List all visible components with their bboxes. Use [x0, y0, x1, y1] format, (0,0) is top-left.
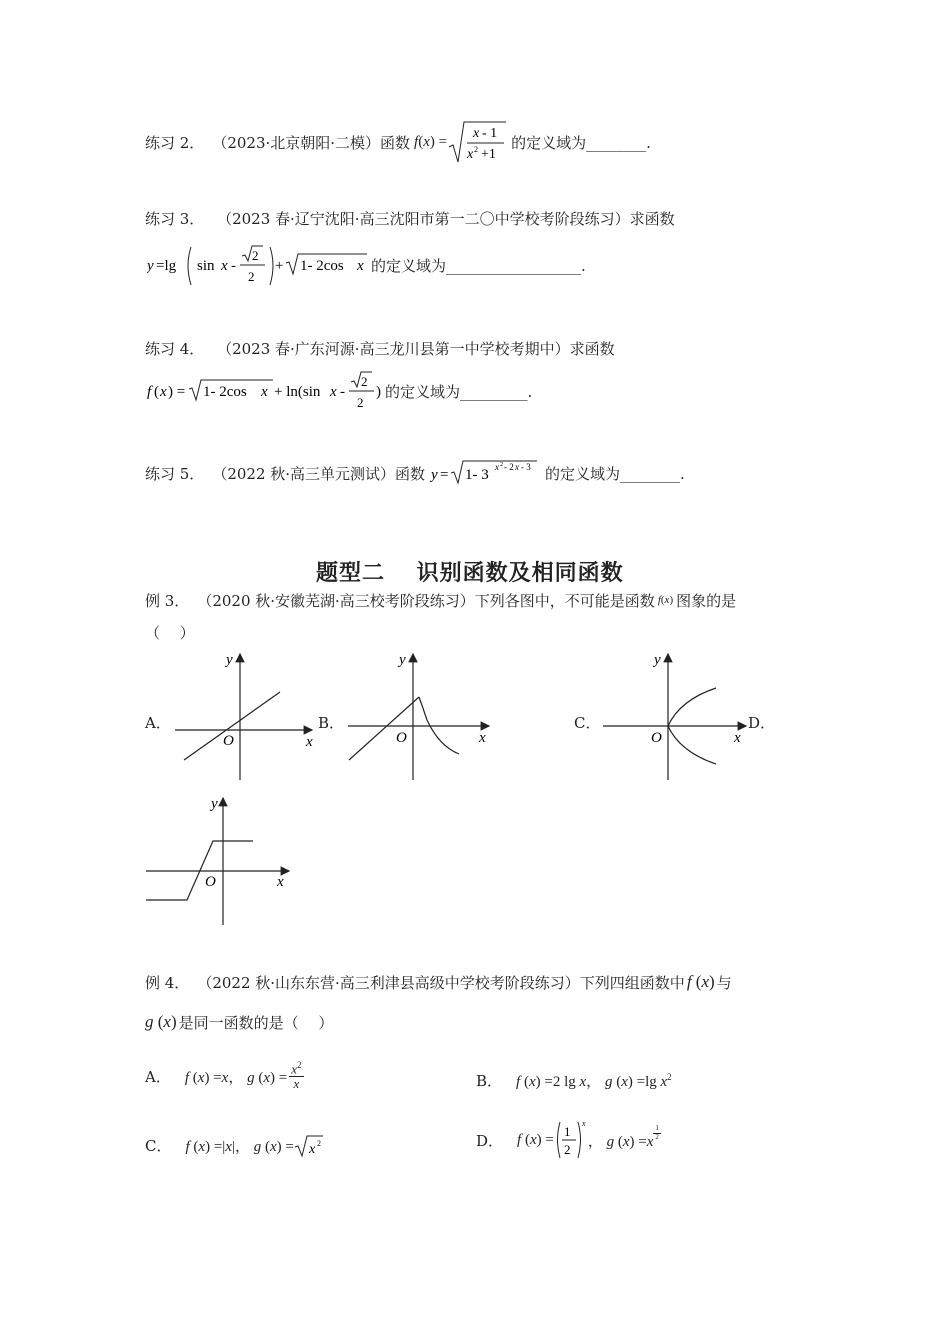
exercise-source: （2022 秋·高三单元测试）: [212, 464, 396, 483]
exercise-label: 练习 3．: [145, 210, 205, 228]
svg-text:- 2: - 2: [504, 462, 514, 472]
sqrt-x-squared: [294, 1131, 324, 1159]
svg-text:x: x: [473, 126, 480, 141]
option-label: B．: [476, 1071, 503, 1090]
svg-text:- 3: - 3: [521, 462, 531, 472]
svg-text:x: x: [515, 462, 520, 472]
lg-sqrt-formula: [147, 242, 369, 288]
graph-d: [143, 792, 293, 927]
svg-text:2: 2: [361, 374, 368, 389]
exercise-label: 练习 5．: [145, 464, 205, 483]
exercise-5: 练习 5． （2022 秋·高三单元测试） 函数 y = 1- 3 x 2 - 2 x - 3 的定义域为________.: [145, 457, 685, 489]
svg-text:-: -: [340, 384, 345, 400]
ex4-option-c: C． f (x) =|x|， g (x) = x 2: [145, 1130, 324, 1160]
formula-ex2: f ( x ) = x - 1 x 2 +1: [414, 119, 507, 165]
svg-text:): ): [376, 384, 381, 400]
example-label: 例 4．: [145, 973, 190, 992]
x-axis-label: x: [734, 730, 741, 746]
svg-text:2: 2: [316, 1139, 321, 1148]
svg-text:2: 2: [357, 395, 364, 410]
exercise-4: 练习 4． （2023 春·广东河源·高三龙川县第一中学校考期中）求函数: [145, 340, 615, 358]
graph-a: [170, 648, 320, 783]
svg-text:1: 1: [563, 1124, 571, 1139]
svg-text:(: (: [154, 384, 159, 400]
exercise-source: （2023 春·广东河源·高三龙川县第一中学校考期中）: [217, 340, 570, 358]
option-c-label: C．: [574, 714, 601, 732]
svg-text:x: x: [495, 462, 500, 472]
sqrt-ln-formula: [147, 368, 383, 414]
svg-text:x: x: [308, 1142, 316, 1157]
formula-ex4: f ( x ) = 1- 2cos x + ln(sin x - 2 2 ) 的定义域为_________.: [147, 368, 532, 414]
x-axis-label: x: [479, 730, 486, 746]
y-axis-label: y: [654, 652, 661, 668]
svg-text:x: x: [160, 384, 167, 400]
svg-text:x: x: [467, 147, 474, 162]
svg-text:x: x: [261, 384, 268, 400]
svg-text:x: x: [581, 1119, 586, 1128]
option-label: C．: [145, 1136, 172, 1155]
ex4-option-a: A． f (x) =x， g (x) = $\frac{x^2}{x}$: [145, 1059, 302, 1092]
svg-text:+ ln(sin: + ln(sin: [274, 384, 321, 400]
option-label: A．: [145, 1067, 171, 1086]
example-label: 例 3．: [145, 591, 190, 610]
graph-c: [600, 648, 750, 783]
option-d-label: D．: [748, 714, 776, 732]
exercise-3: 练习 3． （2023 春·辽宁沈阳·高三沈阳市第一二〇中学校考阶段练习）求函数: [145, 210, 675, 228]
example-source: （2022 秋·山东东营·高三利津县高级中学校考阶段练习）: [197, 973, 580, 992]
svg-text:2: 2: [563, 1142, 571, 1157]
origin-label: O: [223, 733, 234, 749]
option-label: D．: [476, 1131, 504, 1150]
ex4-option-b: B． f (x) =2 lg x， g (x) =lg $x^2$: [476, 1071, 672, 1090]
svg-text:sin: sin: [197, 258, 215, 274]
svg-text:) =: ) =: [168, 384, 186, 400]
svg-text:+1: +1: [481, 147, 497, 162]
exercise-label: 练习 4．: [145, 340, 205, 358]
svg-text:2: 2: [500, 462, 504, 468]
svg-text:- 1: - 1: [482, 126, 498, 141]
svg-text:1- 2cos: 1- 2cos: [300, 258, 344, 274]
half-power-x: [554, 1118, 588, 1162]
formula-ex3: y =lg sin x - 2 2 + 1- 2cos x 的定义域为__________________.: [147, 242, 586, 288]
sqrt-fraction: [447, 119, 507, 165]
example-3-question: 例 3． （2020 秋·安徽芜湖·高三校考阶段练习） 下列各图中，不可能是函数 f(x) 图象的是: [145, 591, 737, 610]
section-title: 题型二 识别函数及相同函数: [316, 561, 624, 586]
ex4-option-d: D． f (x) = 1 2 x ， g (x) =x $\frac{1}{2}$: [476, 1118, 661, 1162]
origin-label: O: [396, 730, 407, 746]
y-axis-label: y: [399, 652, 406, 668]
option-a-label: A．: [145, 714, 171, 732]
svg-text:-: -: [231, 258, 236, 274]
y-axis-label: y: [211, 796, 218, 812]
option-b-label: B．: [318, 714, 345, 732]
svg-text:2: 2: [474, 145, 479, 154]
svg-text:y: y: [431, 467, 438, 483]
x-axis-label: x: [277, 874, 284, 890]
example-4-question: 例 4． （2022 秋·山东东营·高三利津县高级中学校考阶段练习） 下列四组函数中 f (x) 与: [145, 972, 732, 992]
svg-text:2: 2: [252, 248, 259, 263]
exercise-label: 练习 2．: [145, 133, 205, 152]
example-4-question-cont: g (x) 是同一函数的是（ ）: [145, 1012, 334, 1032]
svg-text:=: =: [440, 467, 449, 483]
y-axis-label: y: [226, 652, 233, 668]
svg-text:=lg: =lg: [156, 258, 177, 274]
svg-text:x: x: [221, 258, 228, 274]
example-source: （2020 秋·安徽芜湖·高三校考阶段练习）: [197, 591, 475, 610]
svg-text:x: x: [357, 258, 364, 274]
exercise-source: （2023·北京朝阳·二模）: [212, 133, 381, 152]
graph-b: [343, 648, 493, 783]
formula-ex5: [429, 457, 541, 489]
x-axis-label: x: [306, 734, 313, 750]
answer-paren: （ ）: [145, 624, 195, 642]
svg-text:y: y: [147, 258, 154, 274]
exercise-2: 练习 2． （2023·北京朝阳·二模） 函数 f ( x ) = x - 1 x 2 +1 的定义域为________.: [145, 119, 651, 165]
exercise-source: （2023 春·辽宁沈阳·高三沈阳市第一二〇中学校考阶段练习）: [217, 210, 630, 228]
svg-text:f: f: [147, 384, 152, 400]
svg-text:1- 2cos: 1- 2cos: [203, 384, 247, 400]
svg-text:1- 3: 1- 3: [465, 467, 489, 483]
origin-label: O: [205, 874, 216, 890]
svg-text:x: x: [330, 384, 337, 400]
origin-label: O: [651, 730, 662, 746]
svg-text:2: 2: [248, 269, 255, 284]
svg-text:+: +: [275, 258, 284, 274]
